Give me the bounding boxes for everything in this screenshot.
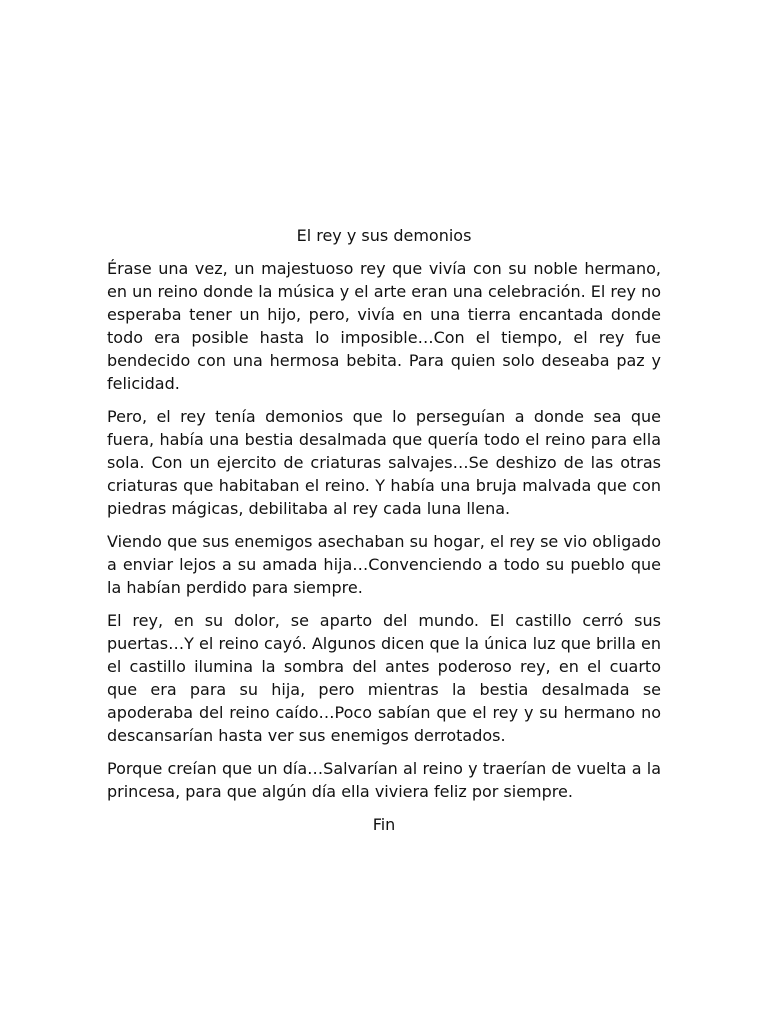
paragraph-5: Porque creían que un día…Salvarían al reino y traerían de vuelta a la princesa, para que algún día ella viviera feliz por siempre. [107, 759, 661, 801]
paragraph-1: Érase una vez, un majestuoso rey que vivía con su noble hermano, en un reino donde la música y el arte eran una celebración. El rey no esperaba tener un hijo, pero, vivía en una tierra encantada donde todo era posible hasta lo imposible…Con el tiempo, el rey fue bendecido con una hermosa bebita. Para quien solo deseaba paz y felicidad. [107, 259, 661, 393]
paragraph-2: Pero, el rey tenía demonios que lo perseguían a donde sea que fuera, había una bestia desalmada que quería todo el reino para ella sola. Con un ejercito de criaturas salvajes…Se deshizo de las otras criaturas que habitaban el reino. Y había una bruja malvada que con piedras mágicas, debilitaba al rey cada luna llena. [107, 407, 661, 518]
document-page [107, 224, 661, 836]
story-title: El rey y sus demonios [296, 226, 472, 245]
paragraph-3: Viendo que sus enemigos asechaban su hogar, el rey se vio obligado a enviar lejos a su amada hija…Convenciendo a todo su pueblo que la habían perdido para siempre. [107, 532, 661, 597]
paragraph-4: El rey, en su dolor, se aparto del mundo. El castillo cerró sus puertas…Y el reino cayó. Algunos dicen que la única luz que brilla en el castillo ilumina la sombra del antes poderoso rey, en el cuarto que era para su hija, pero mientras la bestia desalmada se apoderaba del reino caído…Poco sabían que el rey y su hermano no descansarían hasta ver sus enemigos derrotados. [107, 611, 661, 745]
story-ending: Fin [372, 815, 396, 834]
